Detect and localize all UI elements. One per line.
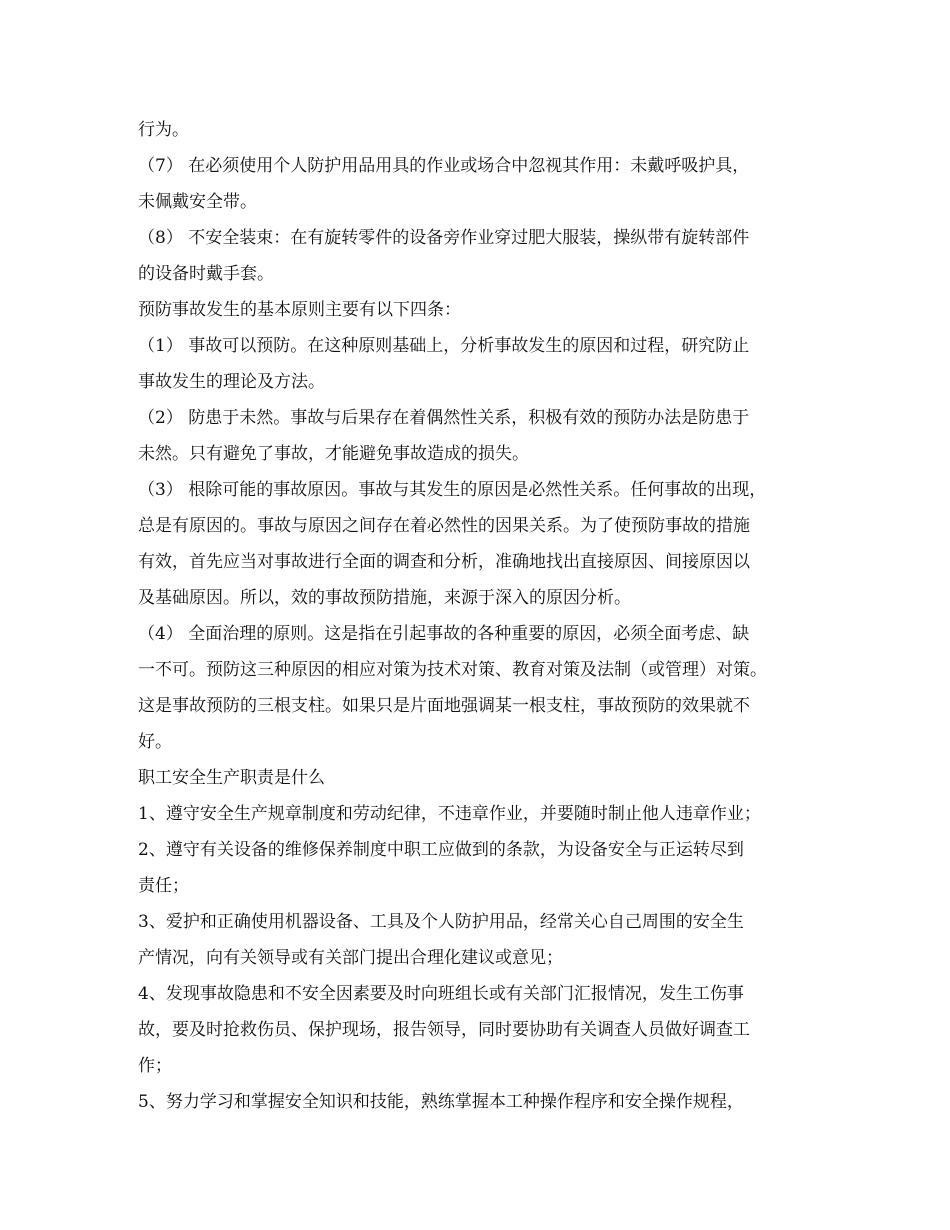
text-line: 作； <box>138 1056 172 1076</box>
document-page <box>138 112 814 1120</box>
text-line: 好。 <box>138 732 172 752</box>
text-line: 一不可。预防这三种原因的相应对策为技术对策、教育对策及法制（或管理）对策。 <box>138 660 767 680</box>
text-line: 5、努力学习和掌握安全知识和技能，熟练掌握本工种操作程序和安全操作规程， <box>138 1092 744 1112</box>
text-line: 事故发生的理论及方法。 <box>138 372 325 392</box>
section-heading: 预防事故发生的基本原则主要有以下四条： <box>138 300 461 320</box>
text-line: （3） 根除可能的事故原因。事故与其发生的原因是必然性关系。任何事故的出现， <box>138 480 767 500</box>
text-line: 未然。只有避免了事故，才能避免事故造成的损失。 <box>138 444 529 464</box>
text-line: 4、发现事故隐患和不安全因素要及时向班组长或有关部门汇报情况，发生工伤事 <box>138 984 744 1004</box>
text-line: 的设备时戴手套。 <box>138 264 274 284</box>
text-line: 有效，首先应当对事故进行全面的调查和分析，准确地找出直接原因、间接原因以 <box>138 552 750 572</box>
text-line: 行为。 <box>138 120 189 140</box>
text-line: 2、遵守有关设备的维修保养制度中职工应做到的条款，为设备安全与正运转尽到 <box>138 840 744 860</box>
text-line: 1、遵守安全生产规章制度和劳动纪律，不违章作业，并要随时制止他人违章作业； <box>138 804 761 824</box>
text-line: 故，要及时抢救伤员、保护现场，报告领导，同时要协助有关调查人员做好调查工 <box>138 1020 750 1040</box>
text-line: （4） 全面治理的原则。这是指在引起事故的各种重要的原因，必须全面考虑、缺 <box>138 624 750 644</box>
text-line: （7） 在必须使用个人防护用品用具的作业或场合中忽视其作用：未戴呼吸护具， <box>138 156 750 176</box>
text-line: 及基础原因。所以，效的事故预防措施，来源于深入的原因分析。 <box>138 588 631 608</box>
text-line: 责任； <box>138 876 189 896</box>
text-line: （1） 事故可以预防。在这种原则基础上，分析事故发生的原因和过程，研究防止 <box>138 336 750 356</box>
text-line: 3、爱护和正确使用机器设备、工具及个人防护用品，经常关心自己周围的安全生 <box>138 912 744 932</box>
text-line: 这是事故预防的三根支柱。如果只是片面地强调某一根支柱，事故预防的效果就不 <box>138 696 750 716</box>
text-line: （2） 防患于未然。事故与后果存在着偶然性关系，积极有效的预防办法是防患于 <box>138 408 750 428</box>
section-heading: 职工安全生产职责是什么 <box>138 768 325 788</box>
text-line: 总是有原因的。事故与原因之间存在着必然性的因果关系。为了使预防事故的措施 <box>138 516 750 536</box>
text-line: 未佩戴安全带。 <box>138 192 257 212</box>
text-line: （8） 不安全装束：在有旋转零件的设备旁作业穿过肥大服装，操纵带有旋转部件 <box>138 228 750 248</box>
text-line: 产情况，向有关领导或有关部门提出合理化建议或意见； <box>138 948 563 968</box>
